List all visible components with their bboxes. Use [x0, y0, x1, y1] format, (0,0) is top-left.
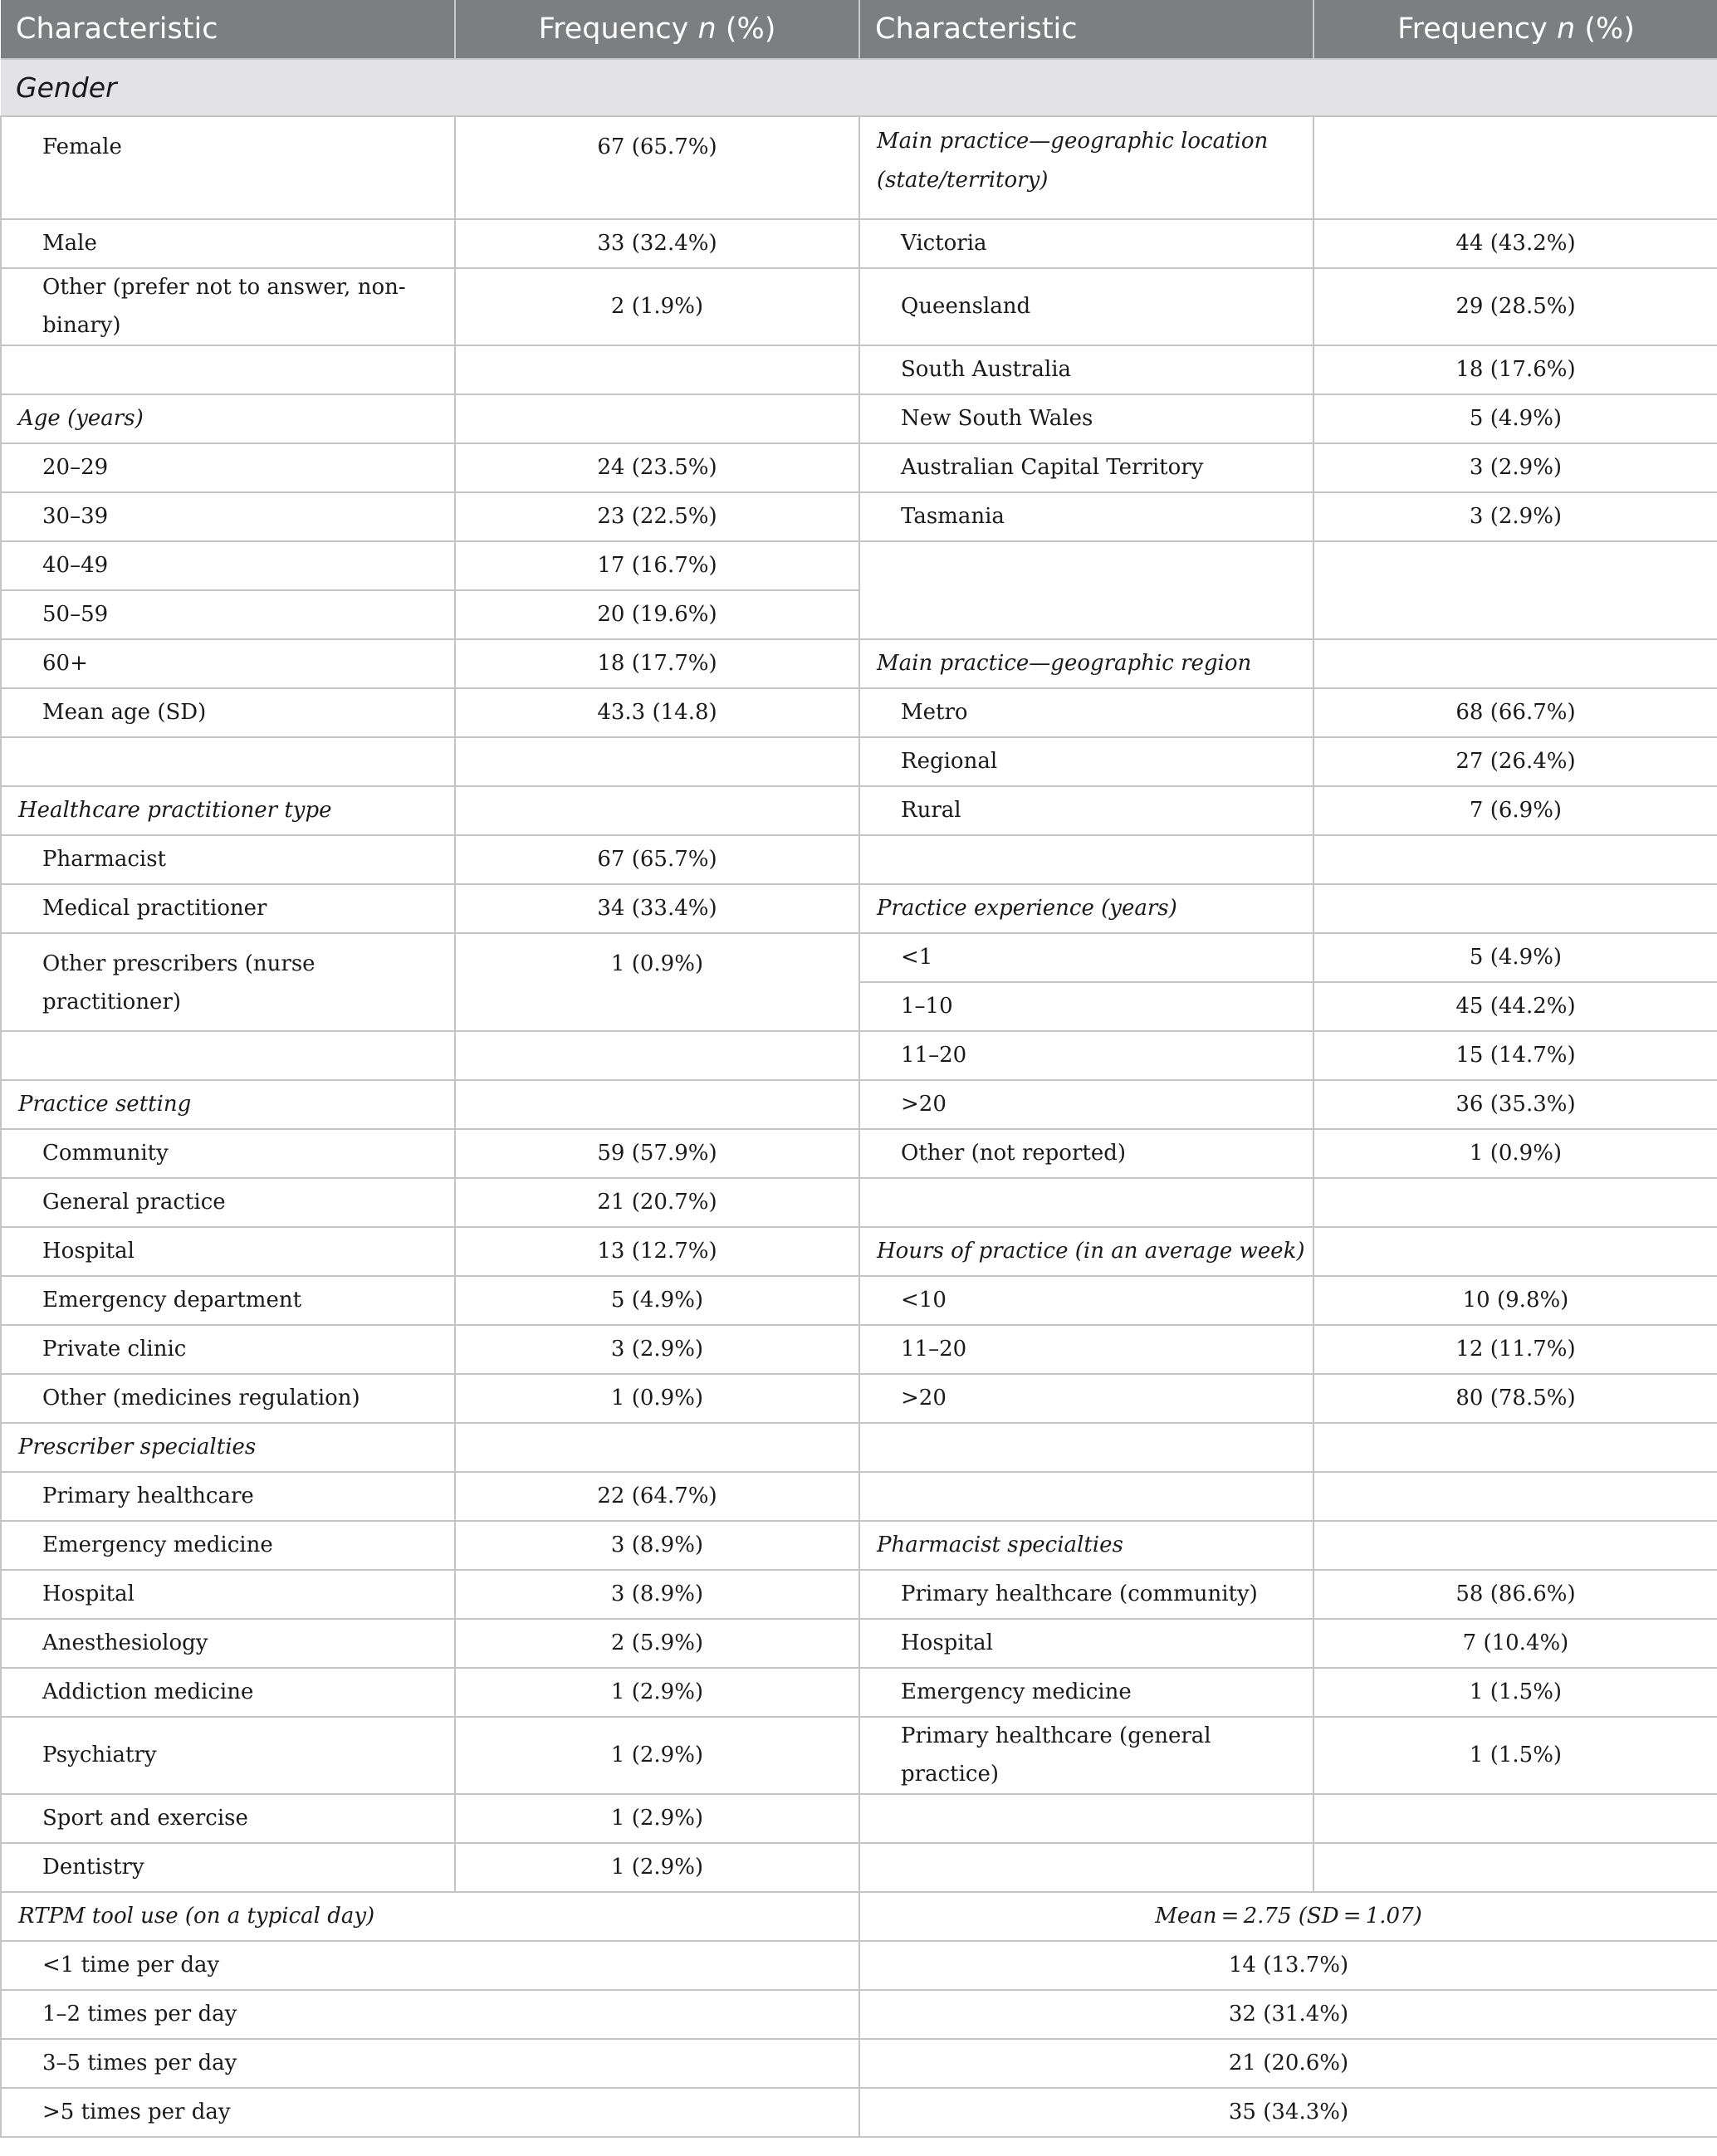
table-row	[1, 1178, 1717, 1227]
row-value	[1313, 541, 1717, 639]
gender-section-row	[1, 59, 1717, 116]
table-row	[1, 1717, 1717, 1794]
row-label: General practice	[1, 1178, 455, 1227]
row-value	[1313, 835, 1717, 884]
row-label	[1, 345, 455, 394]
row-value: 20 (19.6%)	[455, 590, 859, 639]
row-label: Pharmacist	[1, 835, 455, 884]
row-label: Other (not reported)	[859, 1129, 1313, 1178]
row-value: 27 (26.4%)	[1313, 737, 1717, 786]
row-label: 1–2 times per day	[1, 1990, 859, 2039]
row-label: Emergency department	[1, 1276, 455, 1325]
row-value: 44 (43.2%)	[1313, 219, 1717, 268]
row-label: South Australia	[859, 345, 1313, 394]
row-value: 5 (4.9%)	[455, 1276, 859, 1325]
row-value: 10 (9.8%)	[1313, 1276, 1717, 1325]
row-value	[455, 737, 859, 786]
row-label: Sport and exercise	[1, 1794, 455, 1843]
row-value: 33 (32.4%)	[455, 219, 859, 268]
row-label: Primary healthcare	[1, 1472, 455, 1521]
table-row	[1, 737, 1717, 786]
table-row	[1, 1227, 1717, 1276]
section-label: Practice setting	[1, 1080, 455, 1129]
row-label: 20–29	[1, 443, 455, 492]
table-row	[1, 1668, 1717, 1717]
row-value	[455, 345, 859, 394]
row-label: Australian Capital Territory	[859, 443, 1313, 492]
rtpm-section-row	[1, 1892, 1717, 1941]
row-value: 21 (20.7%)	[455, 1178, 859, 1227]
row-value: 7 (10.4%)	[1313, 1619, 1717, 1668]
section-label: Main practice—geographic location (state/territory)	[859, 116, 1313, 219]
row-label: 11–20	[859, 1325, 1313, 1374]
row-value: 13 (12.7%)	[455, 1227, 859, 1276]
row-label: Rural	[859, 786, 1313, 835]
row-label: 11–20	[859, 1031, 1313, 1080]
table-row	[1, 1990, 1717, 2039]
row-value	[455, 1080, 859, 1129]
section-label: Pharmacist specialties	[859, 1521, 1313, 1570]
row-value	[1313, 116, 1717, 219]
row-value	[455, 394, 859, 443]
row-value: 29 (28.5%)	[1313, 268, 1717, 345]
table-row	[1, 1129, 1717, 1178]
row-value: 1 (0.9%)	[455, 1374, 859, 1423]
row-value: 1 (1.5%)	[1313, 1717, 1717, 1794]
table-row	[1, 1374, 1717, 1423]
row-value: 35 (34.3%)	[859, 2088, 1717, 2137]
row-value: 12 (11.7%)	[1313, 1325, 1717, 1374]
row-label	[859, 1843, 1313, 1892]
row-label: 50–59	[1, 590, 455, 639]
row-label: Regional	[859, 737, 1313, 786]
row-label: Psychiatry	[1, 1717, 455, 1794]
table-row	[1, 835, 1717, 884]
table-row	[1, 1325, 1717, 1374]
row-value: 45 (44.2%)	[1313, 982, 1717, 1031]
row-value	[455, 786, 859, 835]
row-label: Anesthesiology	[1, 1619, 455, 1668]
row-value	[1313, 1178, 1717, 1227]
row-value: 1 (2.9%)	[455, 1717, 859, 1794]
row-value: 67 (65.7%)	[455, 116, 859, 219]
table-row	[1, 688, 1717, 737]
row-value: 1 (2.9%)	[455, 1668, 859, 1717]
table-row	[1, 884, 1717, 933]
table-row	[1, 1941, 1717, 1990]
row-label	[859, 541, 1313, 639]
table-row	[1, 345, 1717, 394]
row-label: Addiction medicine	[1, 1668, 455, 1717]
row-label: <1	[859, 933, 1313, 982]
table-row	[1, 1521, 1717, 1570]
header-row	[1, 0, 1717, 59]
row-value: 5 (4.9%)	[1313, 933, 1717, 982]
row-value: 2 (5.9%)	[455, 1619, 859, 1668]
row-value: 14 (13.7%)	[859, 1941, 1717, 1990]
table-row	[1, 1570, 1717, 1619]
section-label: Prescriber specialties	[1, 1423, 455, 1472]
row-label: Private clinic	[1, 1325, 455, 1374]
row-value: 1 (1.5%)	[1313, 1668, 1717, 1717]
row-label	[1, 1031, 455, 1080]
table-row	[1, 933, 1717, 982]
row-label: Hospital	[1, 1227, 455, 1276]
row-label: Primary healthcare (community)	[859, 1570, 1313, 1619]
row-value	[1313, 1843, 1717, 1892]
row-value	[1313, 1227, 1717, 1276]
table-row	[1, 1423, 1717, 1472]
row-value: 68 (66.7%)	[1313, 688, 1717, 737]
table-row	[1, 1276, 1717, 1325]
section-label: RTPM tool use (on a typical day)	[1, 1892, 859, 1941]
row-value: 24 (23.5%)	[455, 443, 859, 492]
row-label: Victoria	[859, 219, 1313, 268]
row-label	[859, 835, 1313, 884]
row-value: 32 (31.4%)	[859, 1990, 1717, 2039]
section-label: Practice experience (years)	[859, 884, 1313, 933]
row-value: 2 (1.9%)	[455, 268, 859, 345]
row-value: 3 (2.9%)	[1313, 443, 1717, 492]
row-label	[859, 1423, 1313, 1472]
row-value: 21 (20.6%)	[859, 2039, 1717, 2088]
row-label: Metro	[859, 688, 1313, 737]
table-row	[1, 443, 1717, 492]
section-label: Healthcare practitioner type	[1, 786, 455, 835]
table-row	[1, 2039, 1717, 2088]
header-frequency-right: Frequency n (%)	[1313, 0, 1717, 59]
row-value: 43.3 (14.8)	[455, 688, 859, 737]
row-value: 7 (6.9%)	[1313, 786, 1717, 835]
gender-section-label: Gender	[1, 59, 1717, 116]
table-row	[1, 541, 1717, 590]
row-label: Mean age (SD)	[1, 688, 455, 737]
row-value: 34 (33.4%)	[455, 884, 859, 933]
row-label: Other (medicines regulation)	[1, 1374, 455, 1423]
row-value: 3 (8.9%)	[455, 1570, 859, 1619]
row-label: Other prescribers (nurse practitioner)	[1, 933, 455, 1031]
row-value: 17 (16.7%)	[455, 541, 859, 590]
row-label: <10	[859, 1276, 1313, 1325]
rtpm-mean: Mean = 2.75 (SD = 1.07)	[859, 1892, 1717, 1941]
row-label: Female	[1, 116, 455, 219]
table-row	[1, 219, 1717, 268]
row-label: 1–10	[859, 982, 1313, 1031]
row-value: 80 (78.5%)	[1313, 1374, 1717, 1423]
row-label: Dentistry	[1, 1843, 455, 1892]
table-row	[1, 1031, 1717, 1080]
row-label: Community	[1, 1129, 455, 1178]
row-value: 1 (2.9%)	[455, 1843, 859, 1892]
table-row	[1, 639, 1717, 688]
row-value: 36 (35.3%)	[1313, 1080, 1717, 1129]
row-value: 22 (64.7%)	[455, 1472, 859, 1521]
row-label: 30–39	[1, 492, 455, 541]
row-value: 3 (2.9%)	[1313, 492, 1717, 541]
row-label: Hospital	[1, 1570, 455, 1619]
row-label: Male	[1, 219, 455, 268]
row-label: Primary healthcare (general practice)	[859, 1717, 1313, 1794]
row-value: 15 (14.7%)	[1313, 1031, 1717, 1080]
row-label: Emergency medicine	[1, 1521, 455, 1570]
row-label: 40–49	[1, 541, 455, 590]
row-value: 1 (0.9%)	[1313, 1129, 1717, 1178]
row-label: >5 times per day	[1, 2088, 859, 2137]
section-label: Hours of practice (in an average week)	[859, 1227, 1313, 1276]
table-row	[1, 1472, 1717, 1521]
row-label	[1, 737, 455, 786]
row-label: >20	[859, 1374, 1313, 1423]
row-value: 59 (57.9%)	[455, 1129, 859, 1178]
row-value: 3 (2.9%)	[455, 1325, 859, 1374]
table-row	[1, 1080, 1717, 1129]
header-frequency-left: Frequency n (%)	[455, 0, 859, 59]
row-value	[455, 1423, 859, 1472]
section-label: Main practice—geographic region	[859, 639, 1313, 688]
row-value: 58 (86.6%)	[1313, 1570, 1717, 1619]
row-label: Queensland	[859, 268, 1313, 345]
row-value	[1313, 1423, 1717, 1472]
row-value	[1313, 1521, 1717, 1570]
table-row	[1, 116, 1717, 219]
row-value: 1 (2.9%)	[455, 1794, 859, 1843]
header-characteristic-left: Characteristic	[1, 0, 455, 59]
row-label: >20	[859, 1080, 1313, 1129]
row-value	[1313, 639, 1717, 688]
table-row	[1, 2088, 1717, 2137]
row-value: 3 (8.9%)	[455, 1521, 859, 1570]
table-row	[1, 786, 1717, 835]
header-characteristic-right: Characteristic	[859, 0, 1313, 59]
row-value	[1313, 1472, 1717, 1521]
row-value: 18 (17.7%)	[455, 639, 859, 688]
row-label: 3–5 times per day	[1, 2039, 859, 2088]
table-row	[1, 492, 1717, 541]
row-value: 67 (65.7%)	[455, 835, 859, 884]
table-row	[1, 1794, 1717, 1843]
row-value	[1313, 1794, 1717, 1843]
row-value: 23 (22.5%)	[455, 492, 859, 541]
row-label	[859, 1472, 1313, 1521]
row-label: Tasmania	[859, 492, 1313, 541]
row-value: 18 (17.6%)	[1313, 345, 1717, 394]
table-row	[1, 394, 1717, 443]
section-label: Age (years)	[1, 394, 455, 443]
row-label: Medical practitioner	[1, 884, 455, 933]
row-value: 5 (4.9%)	[1313, 394, 1717, 443]
row-label: Emergency medicine	[859, 1668, 1313, 1717]
row-value	[1313, 884, 1717, 933]
row-label: 60+	[1, 639, 455, 688]
row-value: 1 (0.9%)	[455, 933, 859, 1031]
row-label: Other (prefer not to answer, non-binary)	[1, 268, 455, 345]
row-label	[859, 1794, 1313, 1843]
row-label	[859, 1178, 1313, 1227]
row-label: New South Wales	[859, 394, 1313, 443]
row-label: <1 time per day	[1, 1941, 859, 1990]
row-value	[455, 1031, 859, 1080]
table-row	[1, 268, 1717, 345]
row-label: Hospital	[859, 1619, 1313, 1668]
table-row	[1, 1619, 1717, 1668]
table-row	[1, 1843, 1717, 1892]
